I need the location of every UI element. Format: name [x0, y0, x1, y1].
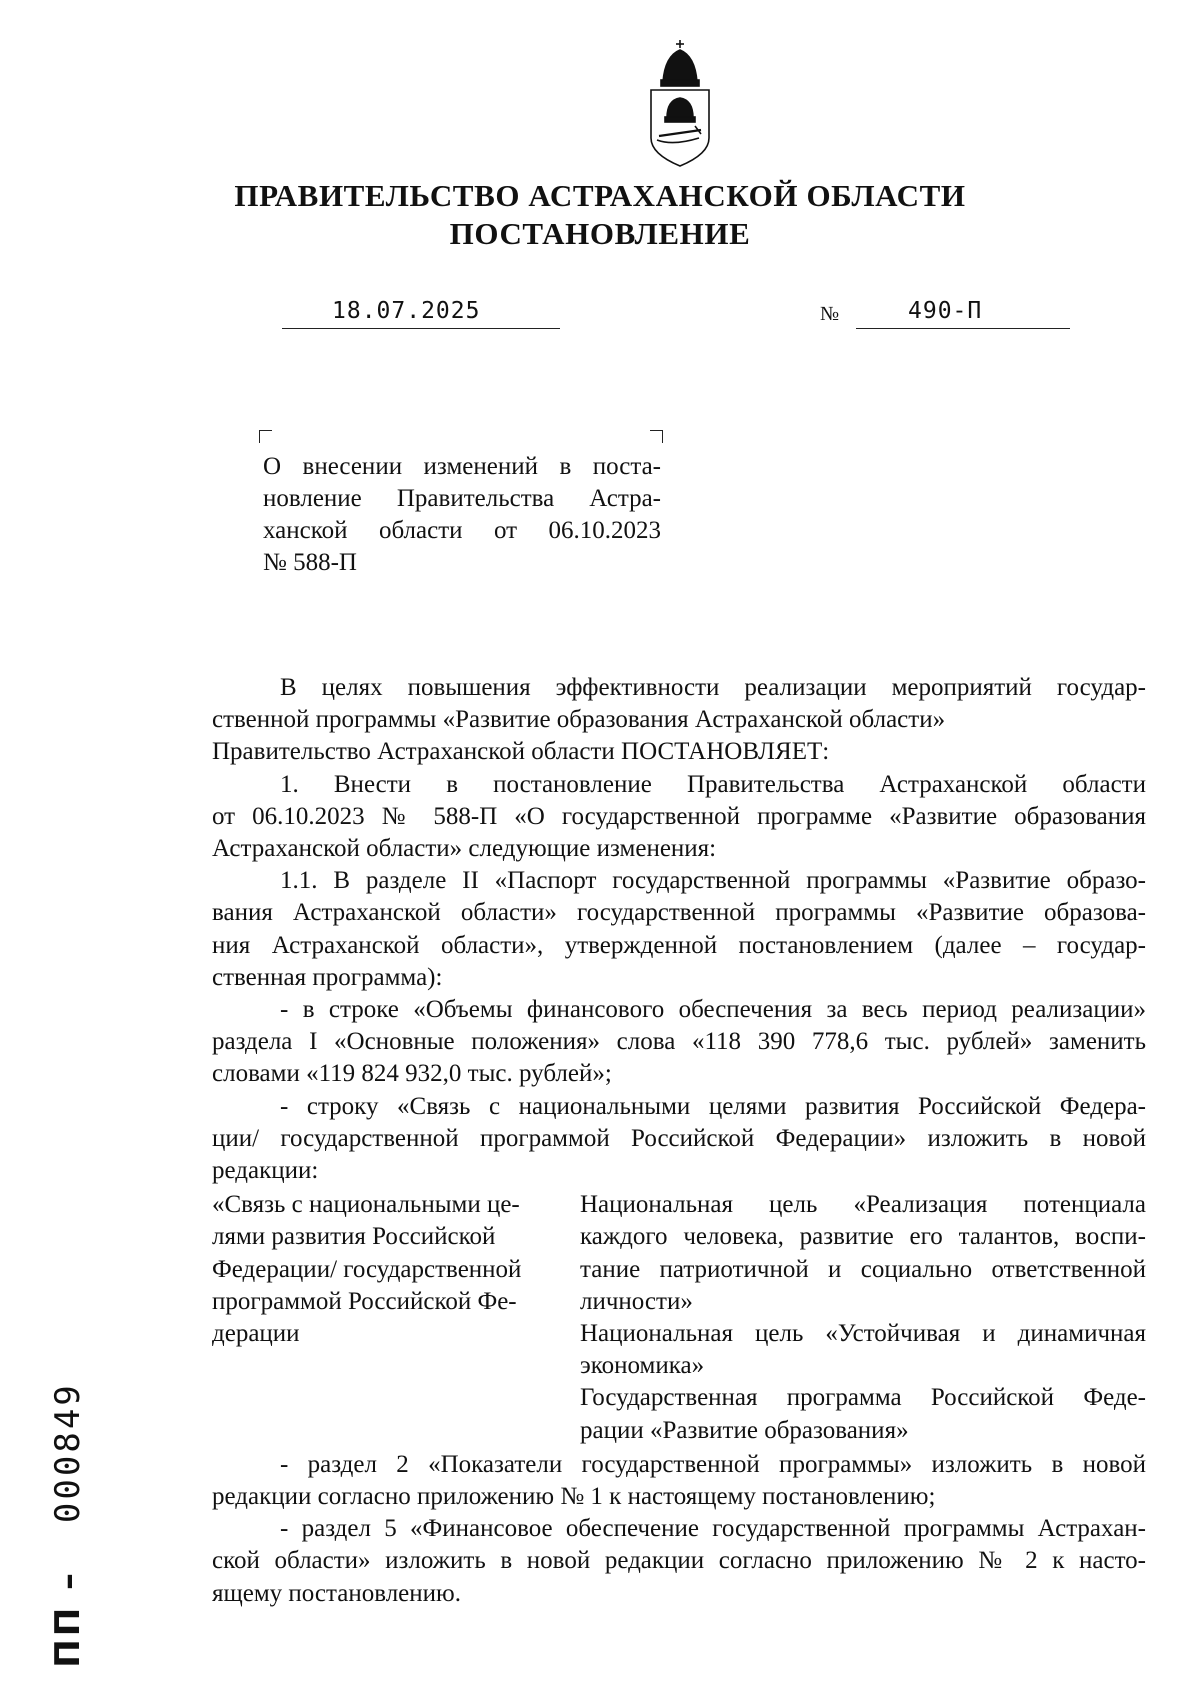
coat-of-arms-emblem: [643, 38, 717, 168]
body-line: - раздел 2 «Показатели государственной программы» изложить в новой: [280, 1450, 1146, 1478]
subject-corner-right: [650, 430, 663, 443]
table-line: каждого человека, развитие его талантов, воспи-: [580, 1223, 1146, 1251]
body-line: ственной программы «Развитие образования Астраханской области»: [212, 706, 946, 734]
body-line: Астраханской области» следующие изменения:: [212, 835, 717, 863]
stamp-code: 000849: [48, 1382, 88, 1524]
body-line: 1.1. В разделе II «Паспорт государственной программы «Развитие образо-: [280, 867, 1146, 895]
document-subject: [263, 451, 661, 579]
paragraph-national-goals: [212, 1091, 1146, 1188]
subject-line: О внесении изменений в поста-: [263, 453, 661, 480]
body-line: ния Астраханской области», утвержденной постановлением (далее – государ-: [212, 931, 1146, 959]
table-line: тание патриотичной и социально ответственной: [580, 1255, 1146, 1283]
paragraph-section-5: [212, 1513, 1146, 1610]
table-line: Национальная цель «Устойчивая и динамичная: [580, 1320, 1146, 1348]
table-line: программой Российской Фе-: [212, 1287, 517, 1315]
table-line: дерации: [212, 1320, 300, 1348]
date-field: [282, 298, 560, 329]
table-line: Государственная программа Российской Феде-: [580, 1384, 1146, 1412]
body-line: - в строке «Объемы финансового обеспечения за весь период реализации»: [280, 996, 1146, 1024]
table-line: Национальная цель «Реализация потенциала: [580, 1191, 1146, 1219]
paragraph-preamble: [212, 672, 1146, 769]
table-line: экономика»: [580, 1352, 705, 1380]
body-line: ции/ государственной программой Российской Федерации» изложить в новой: [212, 1124, 1146, 1152]
document-body: [212, 672, 1146, 1610]
subject-line: № 588-П: [263, 549, 357, 576]
document-number: 490-П: [908, 298, 983, 324]
body-line: ственная программа):: [212, 963, 443, 991]
table-line: личности»: [580, 1287, 693, 1315]
paragraph-item-1: [212, 769, 1146, 866]
table-line: Федерации/ государственной: [212, 1255, 522, 1283]
body-line: раздела I «Основные положения» слова «118 390 778,6 тыс. рублей» заменить: [212, 1028, 1146, 1056]
table-line: лями развития Российской: [212, 1223, 496, 1251]
body-line: Правительство Астраханской области ПОСТАНОВЛЯЕТ:: [212, 738, 830, 766]
number-field: [856, 298, 1070, 329]
body-line: В целях повышения эффективности реализации мероприятий государ-: [280, 674, 1146, 701]
body-line: ящему постановлению.: [212, 1579, 461, 1607]
table-line: рации «Развитие образования»: [580, 1416, 909, 1444]
body-line: редакции согласно приложению № 1 к настоящему постановлению;: [212, 1483, 936, 1511]
paragraph-section-2: [212, 1449, 1146, 1513]
body-line: - строку «Связь с национальными целями развития Российской Федера-: [280, 1092, 1146, 1120]
body-line: ской области» изложить в новой редакции согласно приложению № 2 к насто-: [212, 1547, 1146, 1575]
body-line: словами «119 824 932,0 тыс. рублей»;: [212, 1060, 612, 1088]
document-type-title: ПОСТАНОВЛЕНИЕ: [449, 216, 751, 251]
paragraph-item-1-1: [212, 865, 1146, 994]
national-goals-table: [212, 1189, 1146, 1447]
paragraph-financing: [212, 994, 1146, 1091]
body-line: редакции:: [212, 1157, 319, 1185]
table-line: «Связь с национальными це-: [212, 1191, 520, 1219]
table-right-cell: [580, 1189, 1146, 1447]
body-line: от 06.10.2023 № 588-П «О государственной программе «Развитие образования: [212, 802, 1146, 830]
registration-stamp: [38, 1382, 98, 1668]
stamp-prefix: ПП –: [48, 1570, 88, 1668]
table-left-cell: [212, 1189, 570, 1447]
subject-line: новление Правительства Астра-: [263, 485, 661, 512]
subject-corner-left: [259, 430, 272, 443]
number-sign: №: [820, 303, 840, 325]
subject-line: ханской области от 06.10.2023: [263, 517, 661, 544]
body-line: 1. Внести в постановление Правительства Астраханской области: [280, 770, 1146, 798]
government-title: ПРАВИТЕЛЬСТВО АСТРАХАНСКОЙ ОБЛАСТИ: [234, 178, 966, 213]
document-date: 18.07.2025: [332, 298, 481, 324]
body-line: вания Астраханской области» государственной программы «Развитие образова-: [212, 899, 1146, 927]
body-line: - раздел 5 «Финансовое обеспечение государственной программы Астрахан-: [280, 1515, 1146, 1543]
